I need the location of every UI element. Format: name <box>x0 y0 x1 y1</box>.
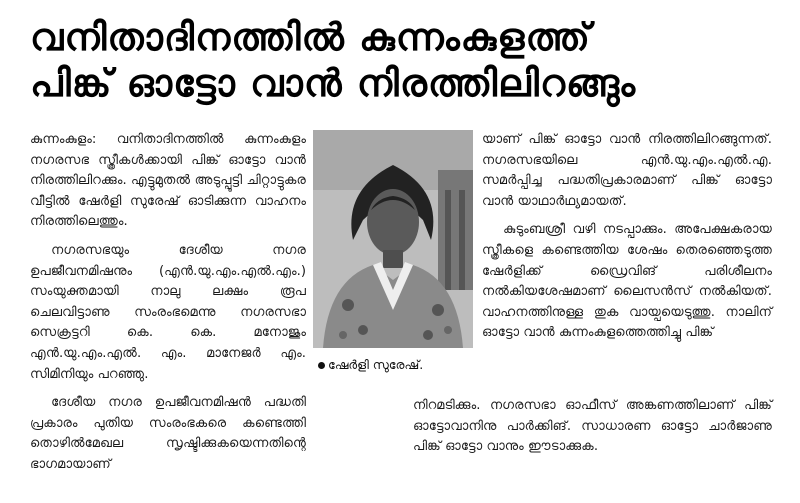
headline-line-1: വനിതാദിനത്തിൽ കുന്നംകുളത്ത് <box>30 15 591 59</box>
article-column-left <box>30 130 306 476</box>
paragraph: കുടുംബശ്രീ വഴി നടപ്പാക്കും. അപേക്ഷകരായ സ്ത്രീകളെ കണ്ടെത്തിയ ശേഷം തെരഞ്ഞെടുത്ത ഷേർളിക്ക് ഡ്രൈവിങ് പരിശീലനം നൽകിയശേഷമാണ് ലൈസൻസ് നൽകിയത്. വാഹനത്തിനുള്ള തുക വായ്പയെടുത്തു. നാലിന് ഓട്ടോ വാൻ കുന്നംകുളത്തെത്തിച്ചു പിങ്ക് <box>482 222 772 341</box>
bullet-icon <box>318 362 325 369</box>
article-column-right <box>482 130 772 344</box>
headline-line-2: പിങ്ക് ഓട്ടോ വാൻ നിരത്തിലിറങ്ങും <box>30 61 636 105</box>
headline <box>30 14 770 106</box>
paragraph: യാണ് പിങ്ക് ഓട്ടോ വാൻ നിരത്തിലിറങ്ങുന്നത്. നഗരസഭയിലെ എൻ.യു.എം.എൽ.എ. സമർപ്പിച്ച പദ്ധതിപ്രകാരമാണ് പിങ്ക് ഓട്ടോ വാൻ യാഥാർഥ്യമായത്. <box>482 132 772 209</box>
article-column-bottom <box>413 396 772 458</box>
paragraph: കുന്നംകുളം: വനിതാദിനത്തിൽ കുന്നംകുളം നഗരസഭ സ്ത്രീകൾക്കായി പിങ്ക് ഓട്ടോ വാൻ നിരത്തിലിറക്കും. എട്ടുമുതൽ അടുപ്പൂട്ടി ചിറ്റാട്ടുകര വീട്ടിൽ ഷേർളി സുരേഷ് ഓടിക്കുന്ന വാഹനം നിരത്തിലെത്തും. <box>30 132 306 230</box>
portrait-photo <box>313 130 473 348</box>
photo-caption: ഷേർളി സുരേഷ്. <box>318 357 423 373</box>
paragraph: നിറമടിക്കും. നഗരസഭാ ഓഫീസ് അങ്കണത്തിലാണ് പിങ്ക് ഓട്ടോവാനിനു പാർക്കിങ്. സാധാരണ ഓട്ടോ ചാർജാണു പിങ്ക് ഓട്ടോ വാനും ഈടാക്കുക. <box>413 398 772 455</box>
paragraph: നഗരസഭയും ദേശീയ നഗര ഉപജീവനമിഷനും (എൻ.യു.എം.എൽ.എം.) സംയുക്തമായി നാലു ലക്ഷം രൂപ ചെലവിട്ടാണു സംരംഭമെന്നു നഗരസഭാ സെക്രട്ടറി കെ. കെ. മനോജും എൻ.യു.എം.എൽ. എം. മാനേജർ എം. സിമിനിയും പറഞ്ഞു. <box>30 242 306 382</box>
portrait-illustration <box>313 130 473 348</box>
paragraph: ദേശീയ നഗര ഉപജീവനമിഷൻ പദ്ധതി പ്രകാരം പുതിയ സംരംഭകരെ കണ്ടെത്തി തൊഴിൽമേഖല സൃഷ്ടിക്കുകയെന്നതിന്റെ ഭാഗമായാണ് <box>30 395 306 472</box>
